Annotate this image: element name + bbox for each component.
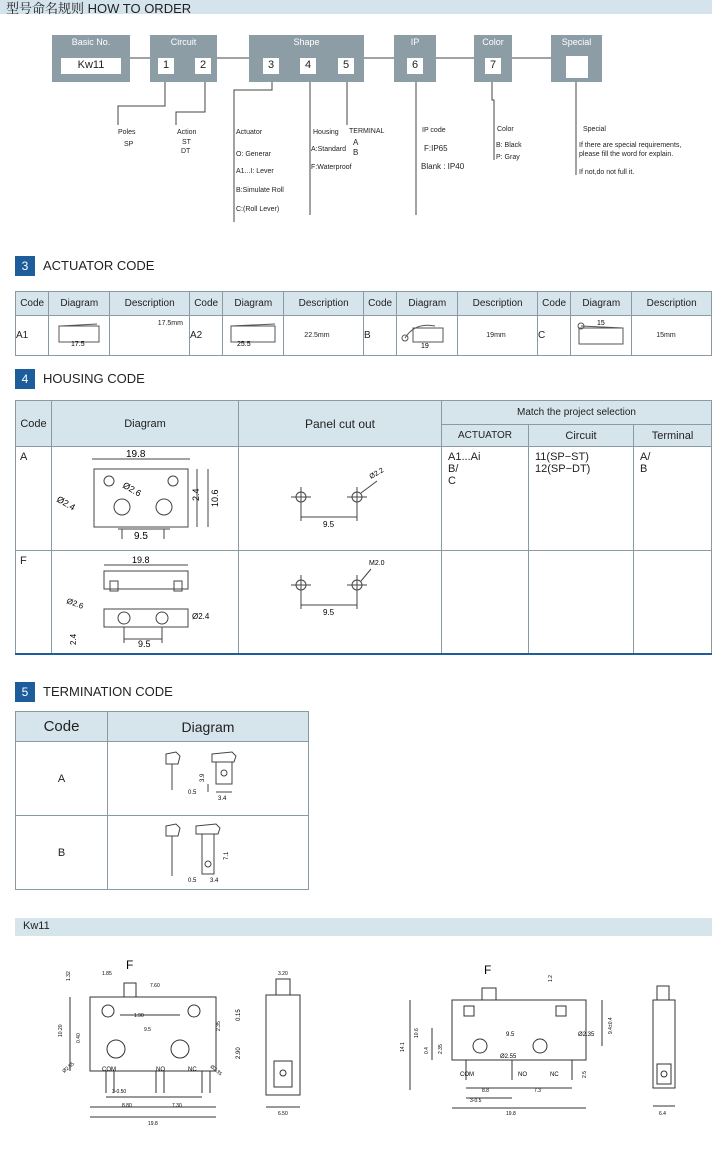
- dim-c: 15: [597, 320, 606, 327]
- basic-no-value: Kw11: [61, 58, 121, 74]
- action-label: Action: [177, 129, 197, 136]
- ip-code-label: IP code: [422, 127, 446, 134]
- section-4-number: 4: [15, 369, 35, 389]
- housing-f-circuit: [529, 551, 634, 655]
- ip40-option: Blank : IP40: [421, 162, 465, 171]
- section-3-title: ACTUATOR CODE: [43, 258, 155, 273]
- actuator-code-c: C: [537, 316, 570, 356]
- right-no: NO: [518, 1072, 527, 1078]
- right-d106: 10.6: [414, 1028, 420, 1038]
- housing-a: A:Standard: [311, 146, 347, 153]
- page-title: 型号命名规则 HOW TO ORDER: [6, 1, 192, 16]
- term-h-code: Code: [16, 712, 108, 742]
- poles-value: SP: [124, 141, 134, 148]
- right-d12: 1.2: [548, 975, 554, 982]
- dim-f-24: 2.4: [69, 633, 78, 645]
- left-nc: NC: [188, 1067, 197, 1073]
- kw11-left-front-drawing: [50, 955, 250, 1130]
- termination-code-table: [15, 711, 309, 890]
- housing-a-act-3: C: [448, 475, 456, 487]
- dim-f-198: 19.8: [132, 555, 150, 565]
- term-b-dim-1: 7.1: [224, 851, 230, 860]
- termination-row-b: [16, 816, 309, 890]
- right-d95: 9.5: [506, 1032, 515, 1038]
- circuit-label: Circuit: [170, 37, 197, 47]
- right-d235b: Ø2.35: [578, 1032, 595, 1038]
- order-connectors: [0, 0, 712, 230]
- term-h-diagram: Diagram: [108, 712, 309, 742]
- actuator-desc-a1: 17.5mm: [110, 316, 190, 356]
- h-terminal: Terminal: [634, 425, 712, 447]
- left-d880: 8.80: [122, 1103, 132, 1109]
- housing-row-f: [16, 551, 712, 655]
- term-a-dim-3: 3.4: [218, 796, 227, 802]
- shape-label: Shape: [293, 37, 320, 47]
- th-diagram: Diagram: [223, 292, 284, 316]
- actuator-o: O: Generar: [236, 151, 272, 158]
- term-diagram-a: [108, 742, 309, 816]
- section-4-title: HOUSING CODE: [43, 371, 145, 386]
- right-d198: 19.8: [506, 1111, 516, 1117]
- actuator-desc-c: 15mm: [632, 316, 712, 356]
- left-d235: 2.35: [216, 1021, 222, 1031]
- th-code: Code: [189, 292, 222, 316]
- special-label: Special: [561, 37, 592, 47]
- th-diagram: Diagram: [397, 292, 458, 316]
- special-note-2: please fill the word for explain.: [579, 151, 674, 158]
- lever-c-diagram: [571, 316, 631, 352]
- right-d141: 14.1: [400, 1042, 406, 1052]
- actuator-code-a1: A1: [16, 316, 49, 356]
- termination-header-row: [16, 712, 309, 742]
- actuator-diagram-a2: [223, 316, 284, 356]
- panel-dim-95: 9.5: [323, 520, 335, 529]
- panel-f-drawing: [239, 551, 441, 651]
- dim-a2: 25.5: [237, 341, 251, 348]
- actuator-diagram-c: [571, 316, 632, 356]
- housing-header-row-1: [16, 401, 712, 425]
- housing-f-drawing: [52, 551, 238, 651]
- side2-d64: 6.4: [659, 1111, 666, 1117]
- right-com: COM: [460, 1072, 474, 1078]
- dim-95: 9.5: [134, 531, 148, 542]
- dim-24: 2.4: [191, 488, 201, 501]
- panel-cutout-a: [239, 447, 442, 551]
- left-d015: 0.15: [236, 1009, 242, 1021]
- actuator-diagram-a1: [49, 316, 110, 356]
- left-d305: 3-0.50: [112, 1089, 127, 1095]
- housing-a-terminal: [634, 447, 712, 551]
- housing-f-terminal: [634, 551, 712, 655]
- left-d1020: 10.20: [58, 1024, 64, 1037]
- housing-row-a: [16, 447, 712, 551]
- dim-f-95: 9.5: [138, 639, 151, 649]
- actuator-label: Actuator: [236, 129, 263, 136]
- panel-dim-m2: M2.0: [369, 560, 385, 567]
- th-desc: Description: [458, 292, 538, 316]
- housing-diagram-a: [52, 447, 239, 551]
- left-com: COM: [102, 1067, 116, 1073]
- ip-digit-6: 6: [407, 58, 423, 74]
- actuator-desc-a2: 22.5mm: [284, 316, 364, 356]
- divider-bar: [15, 653, 712, 655]
- dim-b: 19: [421, 343, 430, 350]
- ip65-option: F:IP65: [424, 144, 448, 153]
- terminal-a-drawing: [108, 742, 308, 812]
- dim-a1: 17.5: [71, 341, 85, 348]
- h-panel-cutout: Panel cut out: [239, 401, 442, 447]
- left-d290: 2.90: [236, 1047, 242, 1059]
- left-d760: 7.60: [150, 983, 160, 989]
- lever-a1-diagram: [49, 316, 109, 352]
- color-digit-7: 7: [485, 58, 501, 74]
- terminal-a: A: [353, 138, 359, 147]
- housing-code-a: A: [16, 447, 52, 551]
- actuator-diagram-b: [397, 316, 458, 356]
- left-d040: 0.40: [76, 1033, 82, 1043]
- side1-d320: 3.20: [278, 971, 288, 977]
- actuator-b: B:Simulate Roll: [236, 187, 284, 194]
- right-d305: 3-0.5: [470, 1098, 482, 1104]
- right-d88: 8.8: [482, 1088, 489, 1094]
- left-d198: 19.8: [148, 1121, 158, 1127]
- th-desc: Description: [632, 292, 712, 316]
- section-3-number: 3: [15, 256, 35, 276]
- right-nc: NC: [550, 1072, 559, 1078]
- kw11-right-side-drawing: [645, 968, 685, 1123]
- basic-no-label: Basic No.: [71, 37, 111, 47]
- dim-198: 19.8: [126, 449, 146, 460]
- actuator-data-row: [16, 316, 712, 356]
- actuator-code-b: B: [363, 316, 396, 356]
- poles-label: Poles: [118, 129, 136, 136]
- kw11-left-side-drawing: [258, 965, 308, 1125]
- h-circuit: Circuit: [529, 425, 634, 447]
- ip-label: IP: [410, 37, 420, 47]
- panel-dim-phi22: Ø2.2: [368, 467, 386, 481]
- kw11-right-front-drawing: [392, 958, 622, 1118]
- color-gray: P: Gray: [496, 154, 520, 161]
- terminal-label: TERMINAL: [349, 128, 385, 135]
- section-5-title: TERMINATION CODE: [43, 684, 173, 699]
- circuit-digit-1: 1: [158, 58, 174, 74]
- housing-a-term-1: A/: [640, 451, 651, 463]
- housing-a-circuit: [529, 447, 634, 551]
- left-d235b: Ø2.35: [208, 1063, 224, 1078]
- left-f-label: F: [126, 958, 134, 972]
- housing-diagram-f: [52, 551, 239, 655]
- right-d235: 2.35: [438, 1044, 444, 1054]
- action-dt: DT: [181, 148, 191, 155]
- th-desc: Description: [110, 292, 190, 316]
- panel-cutout-f: [239, 551, 442, 655]
- right-d940: 9.4±0.4: [608, 1017, 614, 1034]
- term-b-dim-2: 0.5: [188, 878, 197, 884]
- circuit-digit-2: 2: [195, 58, 211, 74]
- left-d95: 9.5: [144, 1027, 151, 1033]
- color-label: Color: [482, 37, 504, 47]
- th-code: Code: [16, 292, 49, 316]
- housing-a-drawing: [52, 447, 238, 547]
- actuator-code-a2: A2: [189, 316, 222, 356]
- action-st: ST: [182, 139, 191, 146]
- right-f-label: F: [484, 963, 492, 977]
- term-code-b: B: [16, 816, 108, 890]
- housing-a-term-2: B: [640, 463, 648, 475]
- terminal-b: B: [353, 148, 359, 157]
- left-no: NO: [156, 1067, 165, 1073]
- housing-f-actuator: [442, 551, 529, 655]
- panel-a-drawing: [239, 447, 441, 547]
- right-d255: Ø2.55: [500, 1054, 517, 1060]
- housing-a-act-2: B/: [448, 463, 459, 475]
- termination-row-a: [16, 742, 309, 816]
- special-title: Special: [583, 126, 606, 133]
- section-5-number: 5: [15, 682, 35, 702]
- housing-a-act-1: A1...Ai: [448, 451, 481, 463]
- h-code: Code: [16, 401, 52, 447]
- special-note-1: If there are special requirements,: [579, 142, 682, 149]
- term-diagram-b: [108, 816, 309, 890]
- housing-f: F:Waterproof: [311, 164, 352, 171]
- h-actuator: ACTUATOR: [442, 425, 529, 447]
- left-d730: 7.30: [172, 1103, 182, 1109]
- shape-digit-3: 3: [263, 58, 279, 74]
- h-diagram: Diagram: [52, 401, 239, 447]
- housing-label: Housing: [313, 129, 339, 136]
- right-d73: 7.3: [534, 1088, 541, 1094]
- housing-a-cir-2: 12(SP−DT): [535, 463, 591, 475]
- special-note-3: If not,do not full it.: [579, 169, 635, 176]
- housing-a-actuator: [442, 447, 529, 551]
- right-d04: 0.4: [424, 1047, 430, 1054]
- th-code: Code: [363, 292, 396, 316]
- actuator-c: C:(Roll Lever): [236, 206, 280, 213]
- th-code: Code: [537, 292, 570, 316]
- right-d25: 2.5: [582, 1071, 588, 1078]
- term-code-a: A: [16, 742, 108, 816]
- left-d190: 1.90: [134, 1013, 144, 1019]
- panel-f-dim-95: 9.5: [323, 608, 335, 617]
- left-d255: Ø2.55: [61, 1061, 76, 1075]
- lever-b-diagram: [397, 316, 457, 352]
- shape-digit-4: 4: [300, 58, 316, 74]
- housing-a-cir-1: 11(SP−ST): [535, 451, 589, 463]
- th-diagram: Diagram: [49, 292, 110, 316]
- housing-code-table: [15, 400, 712, 655]
- actuator-a1: A1...I: Lever: [236, 168, 274, 175]
- dim-106: 10.6: [210, 489, 220, 507]
- h-match-selection: Match the project selection: [442, 401, 712, 425]
- dim-phi24: Ø2.4: [55, 494, 77, 513]
- th-diagram: Diagram: [571, 292, 632, 316]
- left-d185: 1.85: [102, 971, 112, 977]
- actuator-code-table: [15, 291, 712, 356]
- term-b-dim-3: 3.4: [210, 878, 219, 884]
- side1-d650: 6.50: [278, 1111, 288, 1117]
- color-black: B: Black: [496, 142, 522, 149]
- term-a-dim-1: 3.9: [200, 773, 206, 782]
- color-title: Color: [497, 126, 514, 133]
- actuator-header-row: [16, 292, 712, 316]
- term-a-dim-2: 0.5: [188, 790, 197, 796]
- dim-f-phi26: Ø2.6: [65, 596, 85, 611]
- actuator-desc-b: 19mm: [458, 316, 538, 356]
- kw11-title: Kw11: [23, 920, 50, 932]
- shape-digit-5: 5: [338, 58, 354, 74]
- dim-phi26: Ø2.6: [121, 480, 143, 499]
- left-d132: 1.32: [66, 971, 72, 981]
- terminal-b-drawing: [108, 816, 308, 886]
- kw11-bar: [15, 918, 712, 936]
- dim-f-phi24: Ø2.4: [192, 612, 210, 621]
- lever-a2-diagram: [223, 316, 283, 352]
- th-desc: Description: [284, 292, 364, 316]
- housing-code-f: F: [16, 551, 52, 655]
